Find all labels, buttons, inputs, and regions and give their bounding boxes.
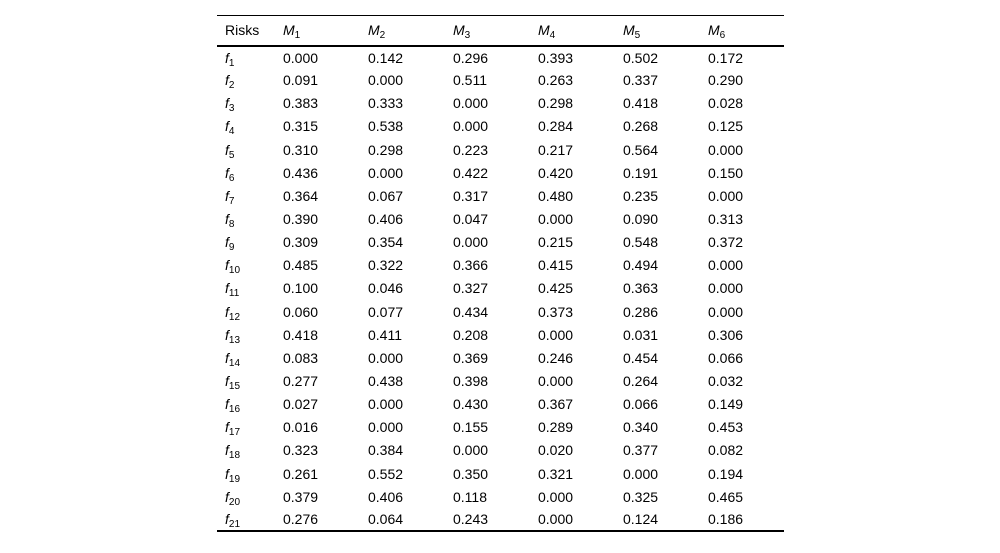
table-cell: 0.263 <box>538 72 574 89</box>
table-cell: 0.090 <box>623 211 659 228</box>
table-cell: 0.082 <box>708 442 744 459</box>
table-cell: 0.363 <box>623 280 659 297</box>
row-label <box>217 115 275 138</box>
table-cell: 0.418 <box>283 326 319 343</box>
table-cell: 0.118 <box>453 488 487 505</box>
column-header-m3 <box>445 16 530 46</box>
table-cell: 0.564 <box>623 141 659 158</box>
row-label <box>217 369 275 392</box>
table-cell: 0.000 <box>708 257 744 274</box>
table-cell: 0.418 <box>623 95 659 112</box>
risk-symbol: f <box>225 211 229 228</box>
table-row <box>217 254 784 277</box>
table-cell: 0.373 <box>538 303 574 320</box>
row-label <box>217 300 275 323</box>
table-cell: 0.323 <box>283 442 319 459</box>
risk-symbol: f <box>225 511 229 528</box>
table-cell: 0.000 <box>453 442 489 459</box>
risk-symbol: f <box>225 303 229 320</box>
risk-symbol: f <box>225 164 229 181</box>
table-cell: 0.066 <box>708 349 744 366</box>
table-cell: 0.369 <box>453 349 489 366</box>
risk-subscript: 16 <box>228 404 241 416</box>
table-cell: 0.290 <box>708 72 744 89</box>
table-cell: 0.350 <box>453 465 489 482</box>
table-cell: 0.548 <box>623 234 659 251</box>
table-row <box>217 323 784 346</box>
method-subscript: 2 <box>379 30 386 42</box>
table-cell: 0.502 <box>623 49 659 66</box>
table-cell: 0.077 <box>368 303 404 320</box>
table-cell: 0.000 <box>453 234 489 251</box>
table-cell: 0.406 <box>368 211 404 228</box>
table-cell: 0.000 <box>368 419 404 436</box>
table-cell: 0.379 <box>283 488 319 505</box>
column-header-m6 <box>700 16 784 46</box>
method-subscript: 1 <box>294 30 301 42</box>
risk-symbol: f <box>225 465 229 482</box>
table-cell: 0.276 <box>283 511 319 528</box>
risk-subscript: 11 <box>228 288 240 300</box>
table-cell: 0.047 <box>453 211 489 228</box>
table-row <box>217 115 784 138</box>
risk-table-container <box>217 15 784 532</box>
table-cell: 0.215 <box>538 234 574 251</box>
table-cell: 0.313 <box>708 211 744 228</box>
table-cell: 0.485 <box>283 257 319 274</box>
table-cell: 0.337 <box>623 72 659 89</box>
table-cell: 0.538 <box>368 118 404 135</box>
table-cell: 0.000 <box>368 396 404 413</box>
row-label <box>217 323 275 346</box>
table-cell: 0.125 <box>708 118 744 135</box>
row-label <box>217 508 275 531</box>
row-label <box>217 485 275 508</box>
table-cell: 0.150 <box>708 164 744 181</box>
method-subscript: 4 <box>549 30 556 42</box>
risk-subscript: 6 <box>228 172 235 184</box>
column-header-m5 <box>615 16 700 46</box>
table-cell: 0.186 <box>708 511 744 528</box>
table-cell: 0.208 <box>453 326 489 343</box>
table-cell: 0.000 <box>708 187 744 204</box>
table-cell: 0.016 <box>283 419 319 436</box>
risk-symbol: f <box>225 280 229 297</box>
table-cell: 0.000 <box>538 211 574 228</box>
table-body <box>217 46 784 532</box>
table-row <box>217 138 784 161</box>
row-label <box>217 393 275 416</box>
table-cell: 0.415 <box>538 257 574 274</box>
table-cell: 0.264 <box>623 373 659 390</box>
table-cell: 0.000 <box>708 141 744 158</box>
risk-symbol: f <box>225 257 229 274</box>
method-symbol: M <box>283 22 295 39</box>
table-cell: 0.261 <box>283 465 319 482</box>
risk-subscript: 13 <box>228 334 241 346</box>
table-cell: 0.494 <box>623 257 659 274</box>
table-cell: 0.246 <box>538 349 574 366</box>
table-cell: 0.309 <box>283 234 319 251</box>
table-cell: 0.124 <box>623 511 659 528</box>
table-cell: 0.430 <box>453 396 489 413</box>
table-cell: 0.552 <box>368 465 404 482</box>
table-row <box>217 69 784 92</box>
table-cell: 0.243 <box>453 511 489 528</box>
table-cell: 0.425 <box>538 280 574 297</box>
table-cell: 0.289 <box>538 419 574 436</box>
table-cell: 0.000 <box>708 280 744 297</box>
table-cell: 0.083 <box>283 349 319 366</box>
row-label <box>217 207 275 230</box>
table-row <box>217 207 784 230</box>
table-cell: 0.340 <box>623 419 659 436</box>
table-cell: 0.020 <box>538 442 574 459</box>
table-row <box>217 508 784 531</box>
table-row <box>217 231 784 254</box>
table-cell: 0.511 <box>453 72 487 89</box>
table-cell: 0.480 <box>538 187 574 204</box>
table-cell: 0.235 <box>623 187 659 204</box>
table-cell: 0.000 <box>538 488 574 505</box>
row-label <box>217 254 275 277</box>
method-symbol: M <box>708 22 720 39</box>
table-cell: 0.420 <box>538 164 574 181</box>
table-row <box>217 393 784 416</box>
risk-symbol: f <box>225 95 229 112</box>
row-label <box>217 138 275 161</box>
method-symbol: M <box>538 22 550 39</box>
table-cell: 0.411 <box>368 326 402 343</box>
row-label <box>217 231 275 254</box>
table-row <box>217 161 784 184</box>
row-label <box>217 439 275 462</box>
risk-symbol: f <box>225 234 229 251</box>
table-cell: 0.406 <box>368 488 404 505</box>
risk-subscript: 1 <box>228 57 235 69</box>
table-cell: 0.031 <box>623 326 659 343</box>
risk-symbol: f <box>225 118 229 135</box>
risk-symbol: f <box>225 442 229 459</box>
table-cell: 0.454 <box>623 349 659 366</box>
table-cell: 0.046 <box>368 280 404 297</box>
table-row <box>217 92 784 115</box>
table-cell: 0.000 <box>623 465 659 482</box>
column-header-risks: Risks <box>217 16 275 46</box>
table-row <box>217 462 784 485</box>
table-cell: 0.354 <box>368 234 404 251</box>
table-cell: 0.223 <box>453 141 489 158</box>
table-cell: 0.284 <box>538 118 574 135</box>
risk-symbol: f <box>225 419 229 436</box>
table-cell: 0.296 <box>453 49 489 66</box>
table-row <box>217 184 784 207</box>
table-row <box>217 46 784 69</box>
table-cell: 0.060 <box>283 303 319 320</box>
risk-symbol: f <box>225 488 229 505</box>
method-symbol: M <box>453 22 465 39</box>
table-cell: 0.372 <box>708 234 744 251</box>
risk-subscript: 17 <box>228 427 241 439</box>
table-cell: 0.315 <box>283 118 319 135</box>
table-cell: 0.027 <box>283 396 319 413</box>
method-subscript: 5 <box>634 30 641 42</box>
table-cell: 0.465 <box>708 488 744 505</box>
table-row <box>217 439 784 462</box>
risk-matrix-table <box>217 15 784 532</box>
risk-symbol: f <box>225 141 229 158</box>
risk-symbol: f <box>225 326 229 343</box>
table-cell: 0.377 <box>623 442 659 459</box>
table-cell: 0.194 <box>708 465 744 482</box>
risk-symbol: f <box>225 187 229 204</box>
table-row <box>217 369 784 392</box>
table-cell: 0.321 <box>538 465 574 482</box>
risk-symbol: f <box>225 373 229 390</box>
table-cell: 0.367 <box>538 396 574 413</box>
table-cell: 0.000 <box>538 511 574 528</box>
table-cell: 0.268 <box>623 118 659 135</box>
method-subscript: 3 <box>464 30 471 42</box>
table-cell: 0.393 <box>538 49 574 66</box>
table-row <box>217 416 784 439</box>
table-row <box>217 346 784 369</box>
table-cell: 0.000 <box>368 164 404 181</box>
header-row <box>217 16 784 46</box>
risk-subscript: 10 <box>228 265 241 277</box>
table-cell: 0.032 <box>708 373 744 390</box>
table-cell: 0.000 <box>283 49 319 66</box>
table-cell: 0.298 <box>538 95 574 112</box>
table-cell: 0.327 <box>453 280 489 297</box>
table-cell: 0.000 <box>368 349 404 366</box>
table-cell: 0.000 <box>453 118 489 135</box>
row-label <box>217 277 275 300</box>
risk-symbol: f <box>225 349 229 366</box>
column-header-m4 <box>530 16 615 46</box>
risk-subscript: 3 <box>228 103 235 115</box>
row-label <box>217 161 275 184</box>
risk-subscript: 8 <box>228 219 235 231</box>
table-cell: 0.298 <box>368 141 404 158</box>
table-cell: 0.434 <box>453 303 489 320</box>
risk-subscript: 4 <box>228 126 235 138</box>
risk-symbol: f <box>225 396 229 413</box>
row-label <box>217 462 275 485</box>
risk-subscript: 19 <box>228 473 241 485</box>
column-header-m1 <box>275 16 360 46</box>
table-cell: 0.149 <box>708 396 744 413</box>
column-header-m2 <box>360 16 445 46</box>
risk-subscript: 21 <box>228 519 241 531</box>
table-cell: 0.422 <box>453 164 489 181</box>
table-cell: 0.286 <box>623 303 659 320</box>
table-cell: 0.317 <box>453 187 489 204</box>
method-symbol: M <box>368 22 380 39</box>
row-label <box>217 346 275 369</box>
table-cell: 0.398 <box>453 373 489 390</box>
table-cell: 0.438 <box>368 373 404 390</box>
table-cell: 0.333 <box>368 95 404 112</box>
method-symbol: M <box>623 22 635 39</box>
table-cell: 0.383 <box>283 95 319 112</box>
table-cell: 0.064 <box>368 511 404 528</box>
risk-subscript: 20 <box>228 496 241 508</box>
table-cell: 0.066 <box>623 396 659 413</box>
risk-subscript: 7 <box>228 195 235 207</box>
table-cell: 0.217 <box>538 141 574 158</box>
table-cell: 0.000 <box>538 326 574 343</box>
table-cell: 0.366 <box>453 257 489 274</box>
risk-subscript: 18 <box>228 450 241 462</box>
table-cell: 0.091 <box>283 72 319 89</box>
row-label <box>217 184 275 207</box>
risk-subscript: 2 <box>228 80 235 92</box>
table-cell: 0.142 <box>368 49 404 66</box>
table-cell: 0.310 <box>283 141 319 158</box>
table-row <box>217 485 784 508</box>
table-cell: 0.384 <box>368 442 404 459</box>
table-cell: 0.067 <box>368 187 404 204</box>
table-cell: 0.306 <box>708 326 744 343</box>
table-cell: 0.453 <box>708 419 744 436</box>
risk-symbol: f <box>225 72 229 89</box>
risk-symbol: f <box>225 49 229 66</box>
table-cell: 0.000 <box>538 373 574 390</box>
row-label <box>217 69 275 92</box>
table-cell: 0.277 <box>283 373 319 390</box>
table-cell: 0.000 <box>708 303 744 320</box>
risk-subscript: 5 <box>228 149 235 161</box>
method-subscript: 6 <box>719 30 726 42</box>
risk-subscript: 15 <box>228 381 241 393</box>
table-row <box>217 300 784 323</box>
row-label <box>217 416 275 439</box>
table-cell: 0.436 <box>283 164 319 181</box>
table-cell: 0.100 <box>283 280 319 297</box>
table-cell: 0.322 <box>368 257 404 274</box>
table-cell: 0.000 <box>368 72 404 89</box>
table-row <box>217 277 784 300</box>
risk-subscript: 14 <box>228 357 241 369</box>
risk-subscript: 9 <box>228 242 235 254</box>
table-cell: 0.191 <box>623 164 659 181</box>
table-cell: 0.028 <box>708 95 744 112</box>
row-label <box>217 46 275 69</box>
table-cell: 0.390 <box>283 211 319 228</box>
table-cell: 0.000 <box>453 95 489 112</box>
table-cell: 0.364 <box>283 187 319 204</box>
row-label <box>217 92 275 115</box>
risk-subscript: 12 <box>228 311 241 323</box>
table-cell: 0.172 <box>708 49 744 66</box>
table-cell: 0.325 <box>623 488 659 505</box>
table-cell: 0.155 <box>453 419 489 436</box>
